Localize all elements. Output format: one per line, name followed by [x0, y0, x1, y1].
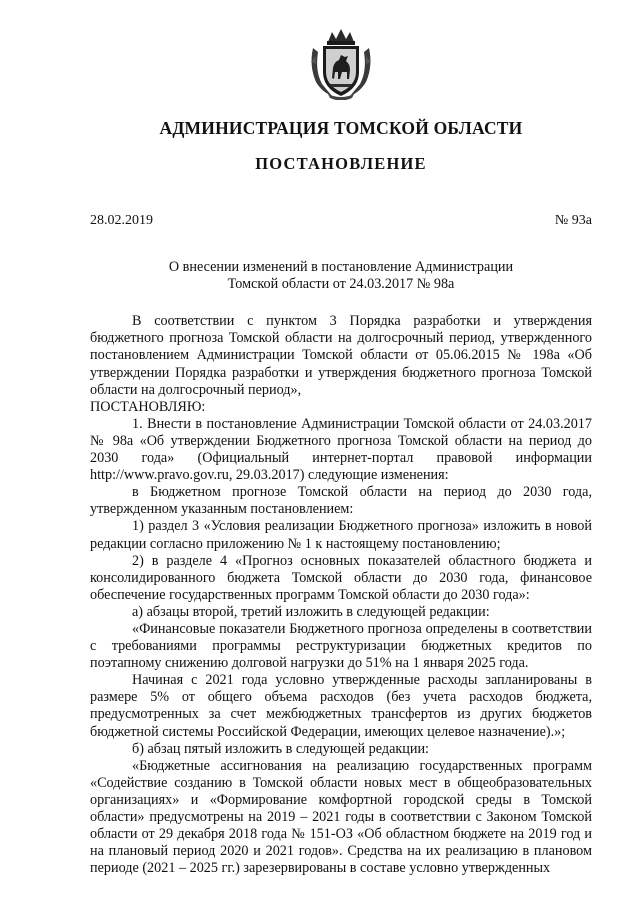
body-paragraph: В соответствии с пунктом 3 Порядка разработки и утверждения бюджетного прогноза Томской области на долгосрочный период, утвержденного постановлением Администрации Томской области от 05.06.2015 № 198а «Об утверждении Порядка разработки и утверждения бюджетного прогноза Томской области на долгосрочный период»,	[90, 313, 592, 398]
document-number: № 93а	[554, 213, 592, 229]
body-paragraph: б) абзац пятый изложить в следующей редакции:	[132, 740, 430, 757]
document-subject	[90, 259, 592, 293]
organization-title: АДМИНИСТРАЦИЯ ТОМСКОЙ ОБЛАСТИ	[159, 118, 523, 138]
tomsk-oblast-coat-of-arms-icon	[308, 26, 374, 100]
document-date: 28.02.2019	[90, 213, 153, 229]
resolution-heading: ПОСТАНОВЛЯЮ:	[90, 398, 206, 415]
body-paragraph: «Финансовые показатели Бюджетного прогноза определены в соответствии с требованиями программы реструктуризации бюджетных кредитов по поэтапному снижению долговой нагрузки до 51% на 1 января 2025 года.	[90, 620, 592, 672]
body-paragraph: «Бюджетные ассигнования на реализацию государственных программ «Содействие созданию в Томской области новых мест в общеобразовательных организациях» и «Формирование комфортной городской среды в Томской области» предусмотрены на 2019 – 2021 годы в соответствии с Законом Томской области от 29 декабря 2018 года № 151-ОЗ «Об областном бюджете на 2019 год и на плановый период 2020 и 2021 годов». Средства на их реализацию в плановом периоде (2021 – 2025 гг.) зарезервированы в составе условно утвержденных	[90, 757, 592, 877]
subject-line: Томской области от 24.03.2017 № 98а	[227, 276, 455, 293]
body-paragraph: 1) раздел 3 «Условия реализации Бюджетного прогноза» изложить в новой редакции согласно приложению № 1 к настоящему постановлению;	[90, 518, 592, 552]
date-number-row	[90, 212, 592, 229]
body-paragraph: 2) в разделе 4 «Прогноз основных показателей областного бюджета и консолидированного бюджета Томской области до 2030 года, финансовое обеспечение государственных программ Томской области до 2030 года»:	[90, 552, 592, 603]
document-body	[90, 313, 592, 877]
body-paragraph: в Бюджетном прогнозе Томской области на период до 2030 года, утвержденном указанным постановлением:	[90, 484, 592, 518]
body-paragraph: а) абзацы второй, третий изложить в следующей редакции:	[132, 603, 490, 620]
body-paragraph: Начиная с 2021 года условно утвержденные расходы запланированы в размере 5% от общего объема расходов (без учета расходов бюджета, предусмотренных за счет межбюджетных трансфертов из других бюджетов бюджетной системы Российской Федерации, имеющих целевое назначение).»;	[90, 672, 592, 740]
document-type-title: ПОСТАНОВЛЕНИЕ	[255, 154, 427, 174]
body-paragraph: 1. Внести в постановление Администрации Томской области от 24.03.2017 № 98а «Об утверждении Бюджетного прогноза Томской области на период до 2030 года» (Официальный интернет-портал правовой информации http://www.pravo.gov.ru, 29.03.2017) следующие изменения:	[90, 415, 592, 484]
subject-line: О внесении изменений в постановление Администрации	[168, 259, 514, 276]
